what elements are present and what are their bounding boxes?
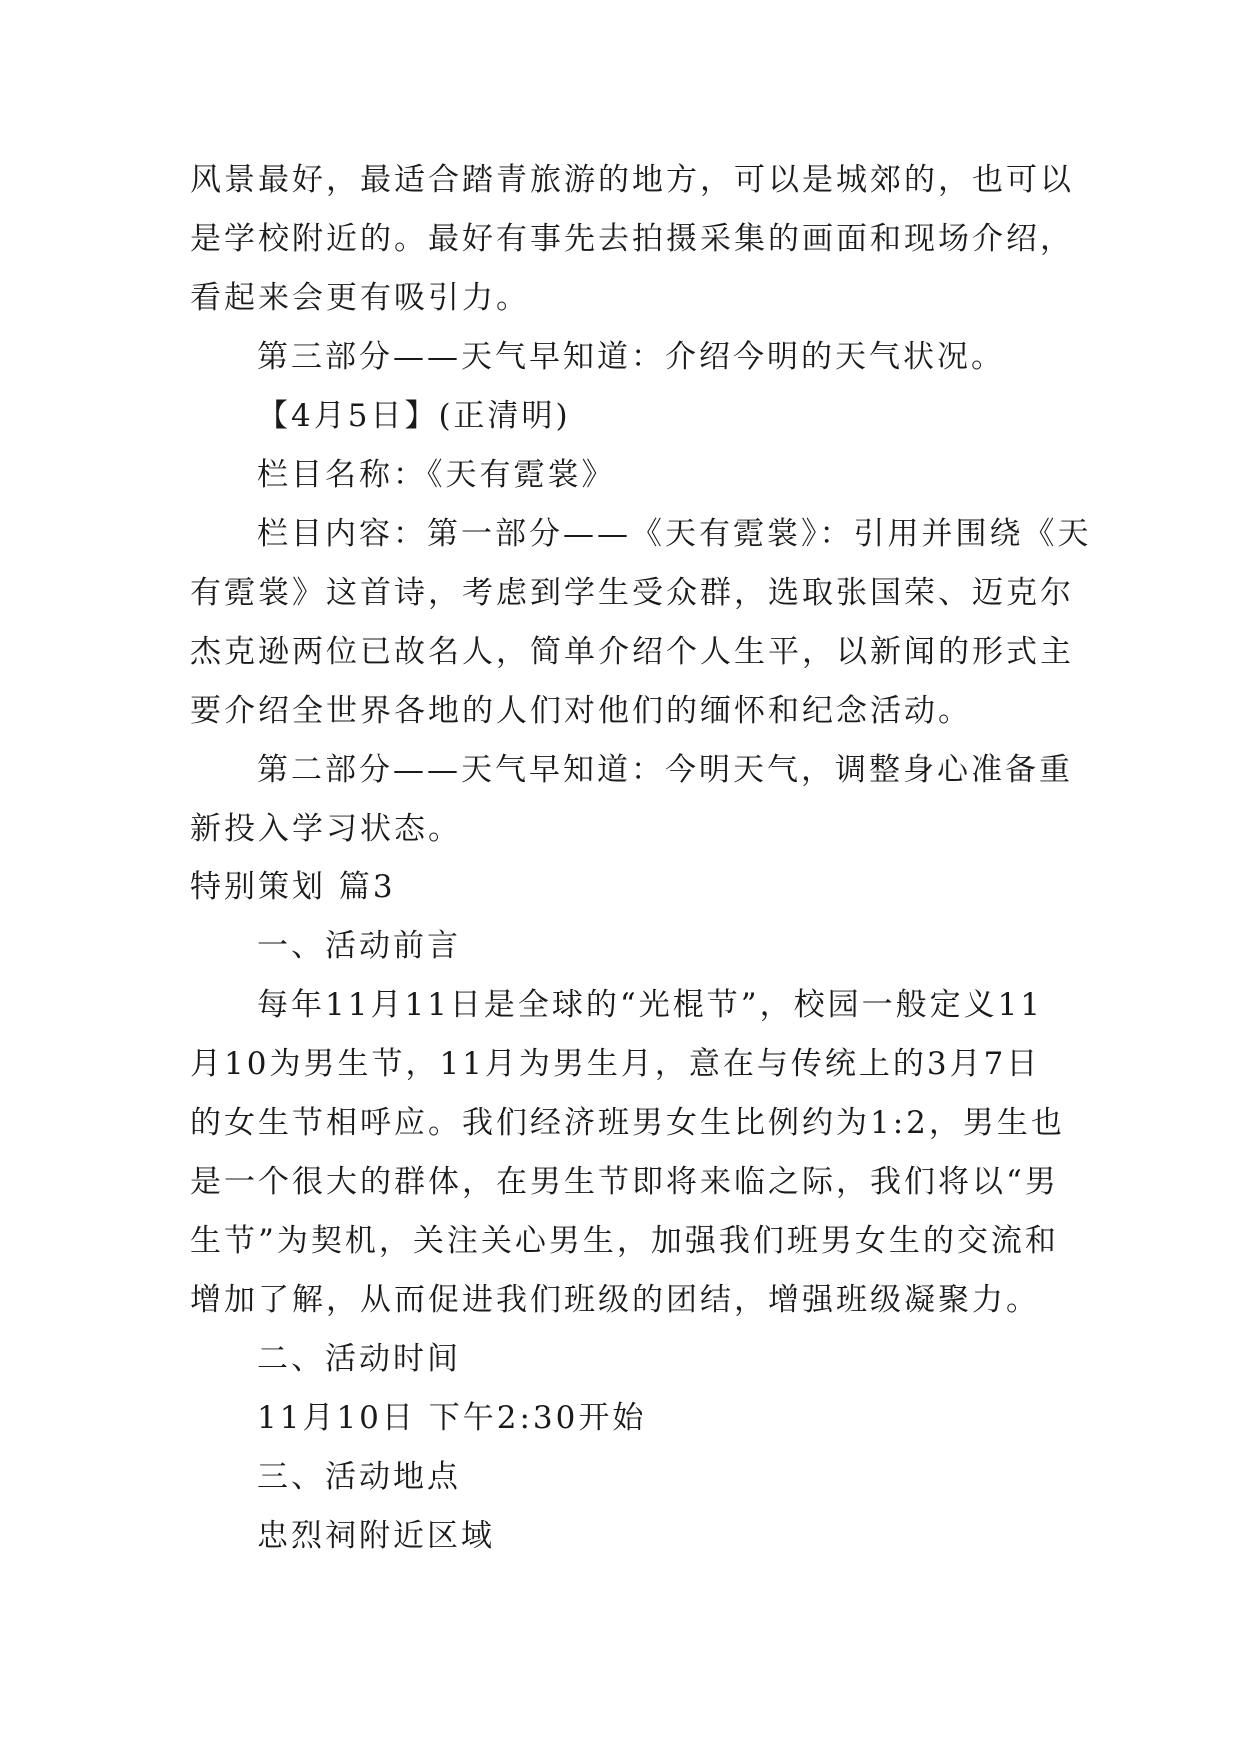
paragraph-line: 新投入学习状态。 [190, 811, 462, 847]
paragraph-line: 忠烈祠附近区域 [257, 1518, 495, 1554]
paragraph-line: 是学校附近的。最好有事先去拍摄采集的画面和现场介绍， [190, 221, 1074, 257]
paragraph-line: 生节”为契机，关注关心男生，加强我们班男女生的交流和 [190, 1223, 1059, 1259]
section-heading: 二、活动时间 [257, 1341, 461, 1377]
paragraph-line: 每年11月11日是全球的“光棍节”，校园一般定义11 [257, 987, 1044, 1023]
section-title: 特别策划 篇3 [190, 869, 396, 905]
paragraph-line: 第二部分——天气早知道：今明天气，调整身心准备重 [257, 752, 1073, 788]
column-name: 栏目名称：《天有霓裳》 [257, 457, 616, 493]
paragraph-line: 是一个很大的群体，在男生节即将来临之际，我们将以“男 [190, 1164, 1059, 1200]
paragraph-line: 看起来会更有吸引力。 [190, 280, 530, 316]
paragraph-line: 有霓裳》这首诗，考虑到学生受众群，选取张国荣、迈克尔 [190, 575, 1074, 611]
paragraph-line: 风景最好，最适合踏青旅游的地方，可以是城郊的，也可以 [190, 162, 1074, 198]
paragraph-line: 栏目内容：第一部分——《天有霓裳》：引用并围绕《天 [257, 516, 1092, 552]
paragraph-line: 的女生节相呼应。我们经济班男女生比例约为1:2，男生也 [190, 1105, 1065, 1141]
paragraph-line: 11月10日 下午2:30开始 [257, 1400, 647, 1436]
section-heading: 一、活动前言 [257, 928, 461, 964]
paragraph-line: 增加了解，从而促进我们班级的团结，增强班级凝聚力。 [190, 1282, 1040, 1318]
paragraph-line: 月10为男生节，11月为男生月，意在与传统上的3月7日 [190, 1046, 1041, 1082]
paragraph-line: 杰克逊两位已故名人，简单介绍个人生平，以新闻的形式主 [190, 634, 1074, 670]
paragraph-line: 要介绍全世界各地的人们对他们的缅怀和纪念活动。 [190, 693, 972, 729]
date-heading: 【4月5日】(正清明) [257, 398, 571, 434]
paragraph-line: 第三部分——天气早知道：介绍今明的天气状况。 [257, 339, 1005, 375]
section-heading: 三、活动地点 [257, 1459, 461, 1495]
